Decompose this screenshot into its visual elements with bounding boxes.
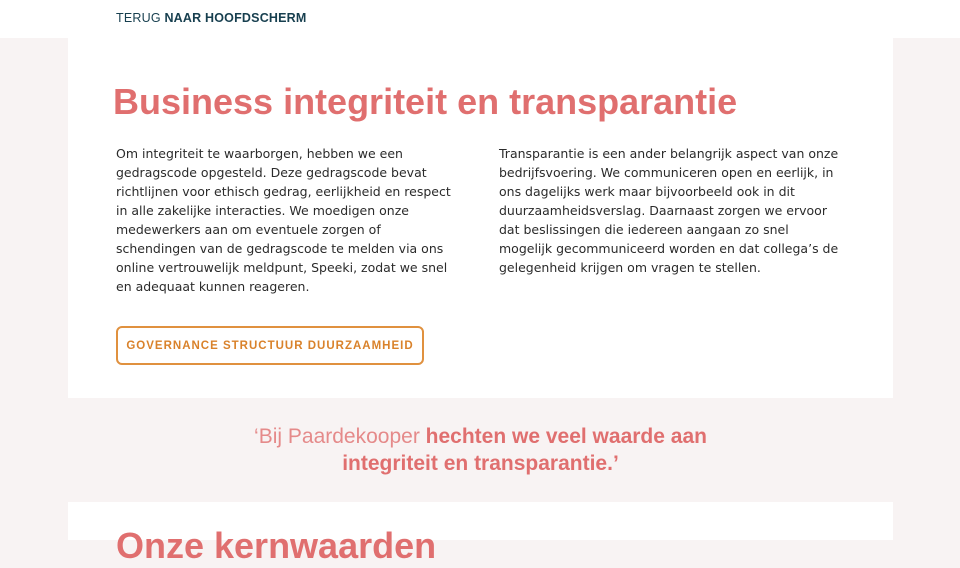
governance-structure-button[interactable]: GOVERNANCE STRUCTUUR DUURZAAMHEID — [116, 326, 424, 365]
back-link-target: NAAR HOOFDSCHERM — [164, 11, 307, 25]
top-bar — [0, 0, 960, 38]
transparency-paragraph: Transparantie is een ander belangrijk aspect van onze bedrijfsvoering. We communiceren open en eerlijk, in ons dagelijks werk maar bijvoorbeeld ook in dit duurzaamheidsverslag. Daarnaast zorgen we ervoor dat beslissingen die iedereen aangaan zo snel mogelijk gecommuniceerd worden en dat collega’s de gelegenheid krijgen om vragen te stellen. — [499, 146, 839, 275]
quote-emphasis-line2: integriteit en transparantie.’ — [342, 452, 619, 475]
pull-quote — [68, 423, 893, 477]
core-values-title: Onze kernwaarden — [116, 525, 437, 566]
quote-emphasis-line1: hechten we veel waarde aan — [425, 425, 707, 448]
quote-lead: ‘Bij Paardekooper — [254, 425, 426, 448]
core-values-section — [68, 502, 893, 566]
page-title: Business integriteit en transparantie — [113, 81, 738, 122]
back-link-prefix: TERUG — [116, 11, 165, 25]
integrity-paragraph: Om integriteit te waarborgen, hebben we een gedragscode opgesteld. Deze gedragscode bevat richtlijnen voor ethisch gedrag, eerlijkheid en respect in alle zakelijke interacties. We moedigen onze medewerkers aan om eventuele zorgen of schendingen van de gedragscode te melden via ons online vertrouwelijk meldpunt, Speeki, zodat we snel en adequaat kunnen reageren. — [116, 146, 451, 294]
back-to-home-link[interactable] — [116, 11, 307, 25]
